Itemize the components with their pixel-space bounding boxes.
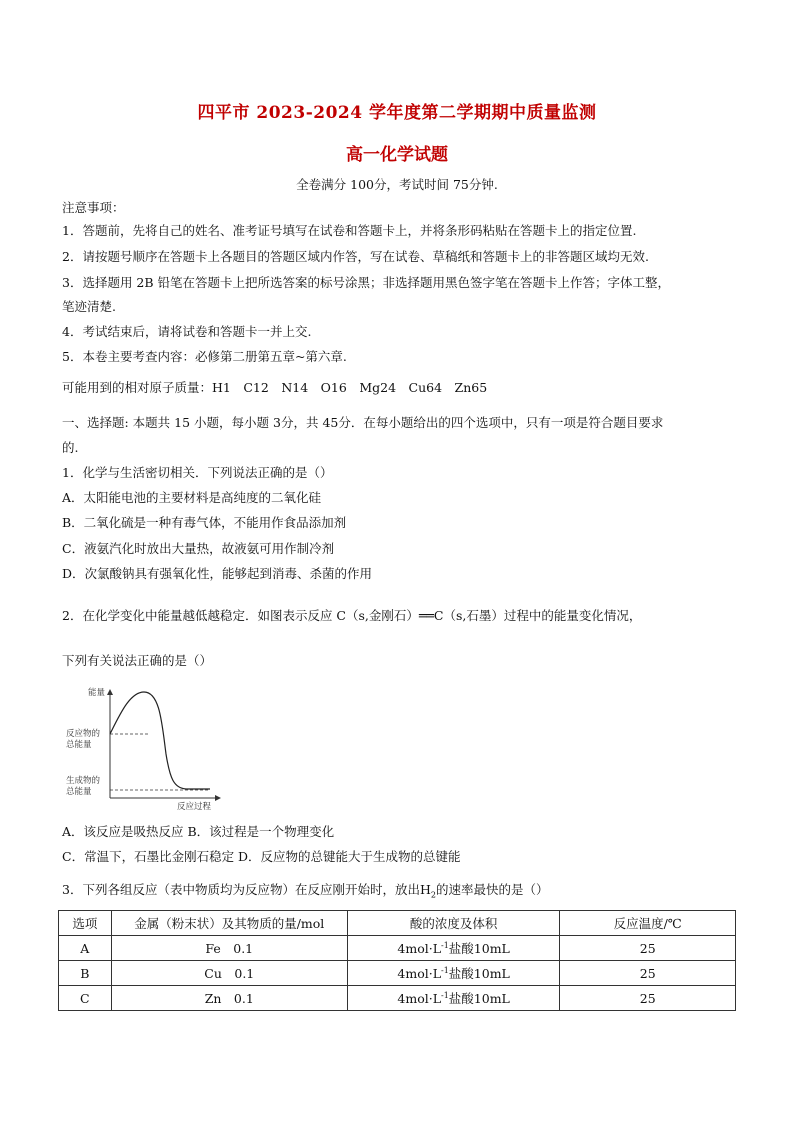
row-metal: Fe 0.1 [111,936,347,961]
row-metal: Cu 0.1 [111,961,347,986]
energy-curve [110,692,210,789]
q2-options-ab: A．该反应是吸热反应 B．该过程是一个物理变化 [62,824,335,839]
table-header: 酸的浓度及体积 [347,911,560,936]
table-row [59,986,736,1011]
table-header: 选项 [59,911,112,936]
row-option: B [59,961,112,986]
table-row [59,961,736,986]
note-item-4: 4．考试结束后，请将试卷和答题卡一并上交. [62,324,312,339]
exam-title: 四平市 2023-2024 学年度第二学期期中质量监测 [197,103,597,123]
q2-stem: 2．在化学变化中能量越低越稳定．如图表示反应 C（s,金刚石）══C（s,石墨）过程中的能量变化情况， [62,608,642,623]
row-option: A [59,936,112,961]
note-item-1: 1．答题前，先将自己的姓名、准考证号填写在试卷和答题卡上，并将条形码粘贴在答题卡上的指定位置. [62,223,637,238]
note-item-3-cont: 笔迹清楚. [62,299,116,314]
q1-stem: 1．化学与生活密切相关．下列说法正确的是（） [62,465,333,480]
notes-heading: 注意事项： [62,200,125,215]
reactant-label-1: 反应物的 [66,729,101,739]
reactant-label-2: 总能量 [66,740,92,750]
row-temp: 25 [560,936,736,961]
product-label-1: 生成物的 [66,776,101,786]
exam-subtitle: 高一化学试题 [346,145,448,165]
q1-option-a: A．太阳能电池的主要材料是高纯度的二氧化硅 [62,490,322,505]
table-row [59,936,736,961]
x-axis-label: 反应过程 [177,802,212,812]
q2-stem-cont: 下列有关说法正确的是（） [62,653,213,668]
q3-table [58,910,736,1011]
energy-diagram [62,684,232,814]
q3-stem: 3．下列各组反应（表中物质均为反应物）在反应刚开始时，放出$H_2$的速率最快的是（） [62,882,549,900]
row-metal: Zn 0.1 [111,986,347,1011]
row-temp: 25 [560,961,736,986]
note-item-2: 2．请按题号顺序在答题卡上各题目的答题区域内作答，写在试卷、草稿纸和答题卡上的非答题区域均无效. [62,249,649,264]
exam-info: 全卷满分 100分，考试时间 75分钟. [296,177,498,192]
table-header: 金属（粉末状）及其物质的量/mol [111,911,347,936]
y-axis-label: 能量 [88,688,106,698]
atomic-mass-line: 可能用到的相对原子质量：H1 C12 N14 O16 Mg24 Cu64 Zn65 [62,380,488,395]
table-header: 反应温度/℃ [560,911,736,936]
table-header-row [59,911,736,936]
q1-option-d: D．次氯酸钠具有强氧化性，能够起到消毒、杀菌的作用 [62,566,373,581]
row-acid: $4mol\cdot L^{-1}$盐酸10mL [347,936,560,961]
row-acid: $4mol\cdot L^{-1}$盐酸10mL [347,961,560,986]
product-label-2: 总能量 [66,787,92,797]
section1-instructions: 一、选择题: 本题共 15 小题，每小题 3分，共 45分．在每小题给出的四个选项中，只有一项是符合题目要求 [62,415,664,430]
q1-option-c: C．液氨汽化时放出大量热，故液氨可用作制冷剂 [62,541,335,556]
row-option: C [59,986,112,1011]
q1-option-b: B．二氧化硫是一种有毒气体，不能用作食品添加剂 [62,515,347,530]
note-item-5: 5．本卷主要考查内容：必修第二册第五章~第六章. [62,349,347,364]
note-item-3: 3．选择题用 2B 铅笔在答题卡上把所选答案的标号涂黑；非选择题用黑色签字笔在答题卡上作答；字体工整， [62,275,671,290]
row-temp: 25 [560,986,736,1011]
row-acid: $4mol\cdot L^{-1}$盐酸10mL [347,986,560,1011]
q2-options-cd: C．常温下，石墨比金刚石稳定 D．反应物的总键能大于生成物的总键能 [62,849,461,864]
section1-instructions-cont: 的. [62,440,79,455]
